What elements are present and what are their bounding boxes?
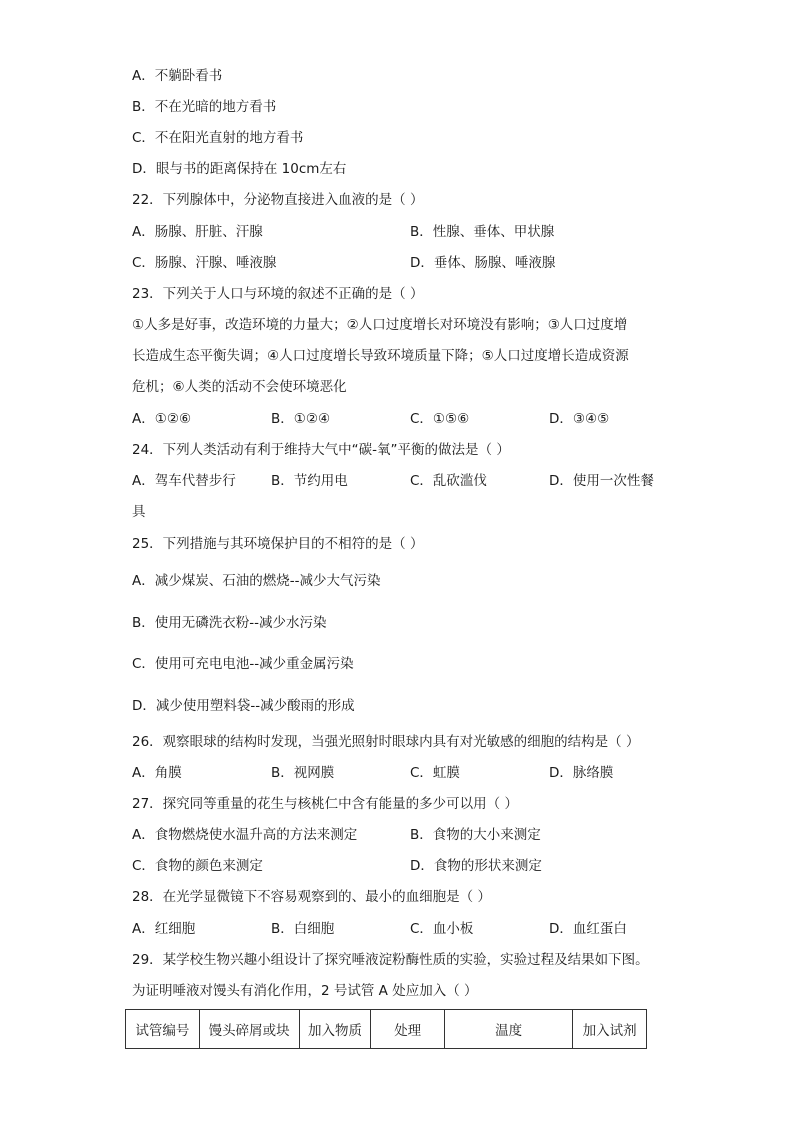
q25-option-b: B．使用无磷洗衣粉--减少水污染 bbox=[132, 615, 327, 631]
q23-body-line: ①人多是好事，改造环境的力量大；②人口过度增长对环境没有影响；③人口过度增 bbox=[132, 317, 628, 333]
q21-option-b: B．不在光暗的地方看书 bbox=[132, 99, 277, 115]
q22-stem: 22．下列腺体中，分泌物直接进入血液的是（ ） bbox=[132, 192, 424, 208]
q22-option-a: A．肠腺、肝脏、汗腺 bbox=[132, 224, 263, 240]
q25-option-c: C．使用可充电电池--减少重金属污染 bbox=[132, 656, 354, 672]
q26-stem: 26．观察眼球的结构时发现，当强光照射时眼球内具有对光敏感的细胞的结构是（ ） bbox=[132, 734, 640, 750]
table-header-cell: 馒头碎屑或块 bbox=[199, 1010, 299, 1049]
table-header-cell: 温度 bbox=[445, 1010, 573, 1049]
q23-body-line: 危机；⑥人类的活动不会使环境恶化 bbox=[132, 379, 347, 395]
table-header-cell: 加入试剂 bbox=[573, 1010, 647, 1049]
q22-option-d: D．垂体、肠腺、唾液腺 bbox=[410, 255, 556, 271]
q27-option-d: D．食物的形状来测定 bbox=[410, 858, 542, 874]
q25-stem: 25．下列措施与其环境保护目的不相符的是（ ） bbox=[132, 536, 424, 552]
q23-option-b: B．①②④ bbox=[271, 411, 331, 427]
table-header-row bbox=[126, 1010, 647, 1049]
q28-option-c: C．血小板 bbox=[410, 921, 474, 937]
q26-option-b: B．视网膜 bbox=[271, 765, 335, 781]
q24-option-b: B．节约用电 bbox=[271, 473, 348, 489]
q23-option-c: C．①⑤⑥ bbox=[410, 411, 470, 427]
q22-option-c: C．肠腺、汗腺、唾液腺 bbox=[132, 255, 277, 271]
q27-option-c: C．食物的颜色来测定 bbox=[132, 858, 263, 874]
q26-option-d: D．脉络膜 bbox=[549, 765, 614, 781]
q24-option-d-wrap: 具 bbox=[132, 504, 146, 520]
table-header-cell: 加入物质 bbox=[299, 1010, 371, 1049]
experiment-table bbox=[125, 1009, 647, 1049]
table-header-cell: 处理 bbox=[371, 1010, 445, 1049]
q24-option-c: C．乱砍滥伐 bbox=[410, 473, 487, 489]
q21-option-a: A．不躺卧看书 bbox=[132, 68, 223, 84]
q24-option-d: D．使用一次性餐 bbox=[549, 473, 654, 489]
q23-body-line: 长造成生态平衡失调；④人口过度增长导致环境质量下降；⑤人口过度增长造成资源 bbox=[132, 348, 629, 364]
q23-stem: 23．下列关于人口与环境的叙述不正确的是（ ） bbox=[132, 286, 424, 302]
table-header-cell: 试管编号 bbox=[126, 1010, 200, 1049]
q29-stem: 为证明唾液对馒头有消化作用，2 号试管 A 处应加入（ ） bbox=[132, 983, 478, 999]
q23-option-d: D．③④⑤ bbox=[549, 411, 610, 427]
q21-option-c: C．不在阳光直射的地方看书 bbox=[132, 130, 304, 146]
q27-option-a: A．食物燃烧使水温升高的方法来测定 bbox=[132, 827, 358, 843]
q23-option-a: A．①②⑥ bbox=[132, 411, 192, 427]
q25-option-d: D．减少使用塑料袋--减少酸雨的形成 bbox=[132, 698, 355, 714]
q28-option-d: D．血红蛋白 bbox=[549, 921, 627, 937]
q26-option-c: C．虹膜 bbox=[410, 765, 460, 781]
q26-option-a: A．角膜 bbox=[132, 765, 182, 781]
q27-option-b: B．食物的大小来测定 bbox=[410, 827, 541, 843]
q21-option-d: D．眼与书的距离保持在 10cm左右 bbox=[132, 161, 347, 177]
q28-option-a: A．红细胞 bbox=[132, 921, 196, 937]
q28-option-b: B．白细胞 bbox=[271, 921, 335, 937]
q24-option-a: A．驾车代替步行 bbox=[132, 473, 236, 489]
q29-stem: 29．某学校生物兴趣小组设计了探究唾液淀粉酶性质的实验，实验过程及结果如下图。 bbox=[132, 952, 649, 968]
q27-stem: 27．探究同等重量的花生与核桃仁中含有能量的多少可以用（ ） bbox=[132, 796, 518, 812]
q22-option-b: B．性腺、垂体、甲状腺 bbox=[410, 224, 555, 240]
q25-option-a: A．减少煤炭、石油的燃烧--减少大气污染 bbox=[132, 573, 381, 589]
q28-stem: 28．在光学显微镜下不容易观察到的、最小的血细胞是（ ） bbox=[132, 889, 491, 905]
q24-stem: 24．下列人类活动有利于维持大气中“碳-氧”平衡的做法是（ ） bbox=[132, 442, 510, 458]
